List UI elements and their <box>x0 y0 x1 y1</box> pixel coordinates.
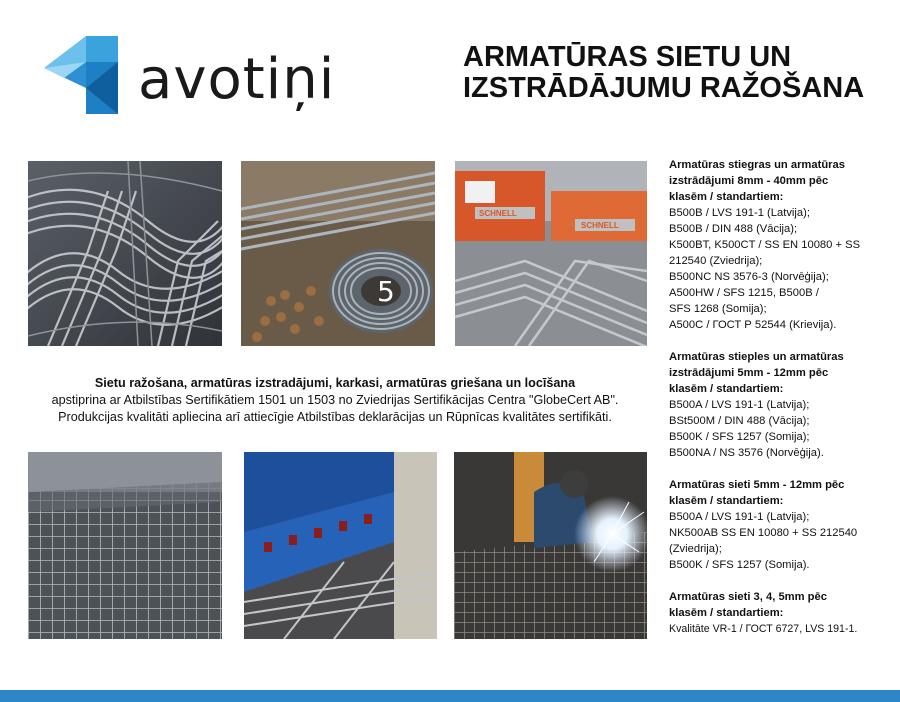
spec-heading: izstrādājumi 8mm - 40mm pēc <box>669 175 829 187</box>
spec-line: (Zviedrija); <box>669 543 722 555</box>
brand-logo[interactable] <box>44 32 364 116</box>
spec-heading: Armatūras stieples un armatūras <box>669 351 844 363</box>
spec-line: B500K / SFS 1257 (Somija). <box>669 559 810 571</box>
page-title <box>463 42 893 104</box>
machine-brand-label-2: SCHNELL <box>581 221 619 230</box>
title-line-2: IZSTRĀDĀJUMU RAŽOŠANA <box>463 72 865 104</box>
spec-group-mesh-3-5 <box>669 589 895 637</box>
coil-number-label: 5 <box>377 275 395 308</box>
spec-heading: Armatūras stiegras un armatūras <box>669 159 845 171</box>
photo-rebar-coils <box>241 161 435 346</box>
spec-line: Kvalitāte VR-1 / ГОСТ 6727, LVS 191-1. <box>669 623 858 635</box>
spec-line: B500K / SFS 1257 (Somija); <box>669 431 810 443</box>
certification-line-3: Produkcijas kvalitāti apliecina arī attiecīgie Atbilstības deklarācijas un Rūpnīcas kvalitātes sertifikāti. <box>58 410 612 424</box>
spec-heading: klasēm / standartiem: <box>669 495 784 507</box>
spec-heading: klasēm / standartiem: <box>669 191 784 203</box>
spec-heading: Armatūras sieti 5mm - 12mm pēc <box>669 479 845 491</box>
certification-text <box>28 375 642 426</box>
spec-line: A500C / ГОСТ Р 52544 (Krievija). <box>669 319 837 331</box>
spec-line: NK500AB SS EN 10080 + SS 212540 <box>669 527 858 539</box>
numeral-one-logo-icon <box>44 32 134 116</box>
machine-brand-label-1: SCHNELL <box>479 209 517 218</box>
title-line-1: ARMATŪRAS SIETU UN <box>463 41 792 73</box>
brand-name: avotiņi <box>138 47 336 112</box>
spec-line: B500A / LVS 191-1 (Latvija); <box>669 511 810 523</box>
spec-heading: klasēm / standartiem: <box>669 607 784 619</box>
photo-mesh-welding-machine <box>244 452 437 639</box>
spec-line: 212540 (Zviedrija); <box>669 255 763 267</box>
spec-line: SFS 1268 (Somija); <box>669 303 767 315</box>
spec-group-wire-5-12 <box>669 349 895 461</box>
footer-bar <box>0 690 900 702</box>
spec-line: BSt500M / DIN 488 (Vācija); <box>669 415 810 427</box>
spec-group-mesh-5-12 <box>669 477 895 573</box>
standards-list <box>669 157 895 653</box>
spec-heading: izstrādājumi 5mm - 12mm pēc <box>669 367 829 379</box>
spec-heading: Armatūras sieti 3, 4, 5mm pēc <box>669 591 827 603</box>
photo-bent-rebar <box>28 161 222 346</box>
spec-line: B500NC NS 3576-3 (Norvēģija); <box>669 271 829 283</box>
spec-line: B500NA / NS 3576 (Norvēģija). <box>669 447 824 459</box>
spec-line: B500A / LVS 191-1 (Latvija); <box>669 399 810 411</box>
photo-mesh-panels <box>28 452 222 639</box>
spec-heading: klasēm / standartiem: <box>669 383 784 395</box>
spec-group-rebar-8-40 <box>669 157 895 333</box>
certification-heading: Sietu ražošana, armatūras izstradājumi, karkasi, armatūras griešana un locīšana <box>94 376 576 390</box>
spec-line: B500B / LVS 191-1 (Latvija); <box>669 207 810 219</box>
photo-schnell-machinery <box>455 161 647 346</box>
spec-line: K500BT, K500CT / SS EN 10080 + SS <box>669 239 861 251</box>
photo-welder <box>454 452 647 639</box>
spec-line: A500HW / SFS 1215, B500B / <box>669 287 819 299</box>
certification-line-2: apstiprina ar Atbilstības Sertifikātiem 1501 un 1503 no Zviedrijas Sertifikācijas Centra "GlobeCert AB". <box>51 393 619 407</box>
spec-line: B500B / DIN 488 (Vācija); <box>669 223 798 235</box>
